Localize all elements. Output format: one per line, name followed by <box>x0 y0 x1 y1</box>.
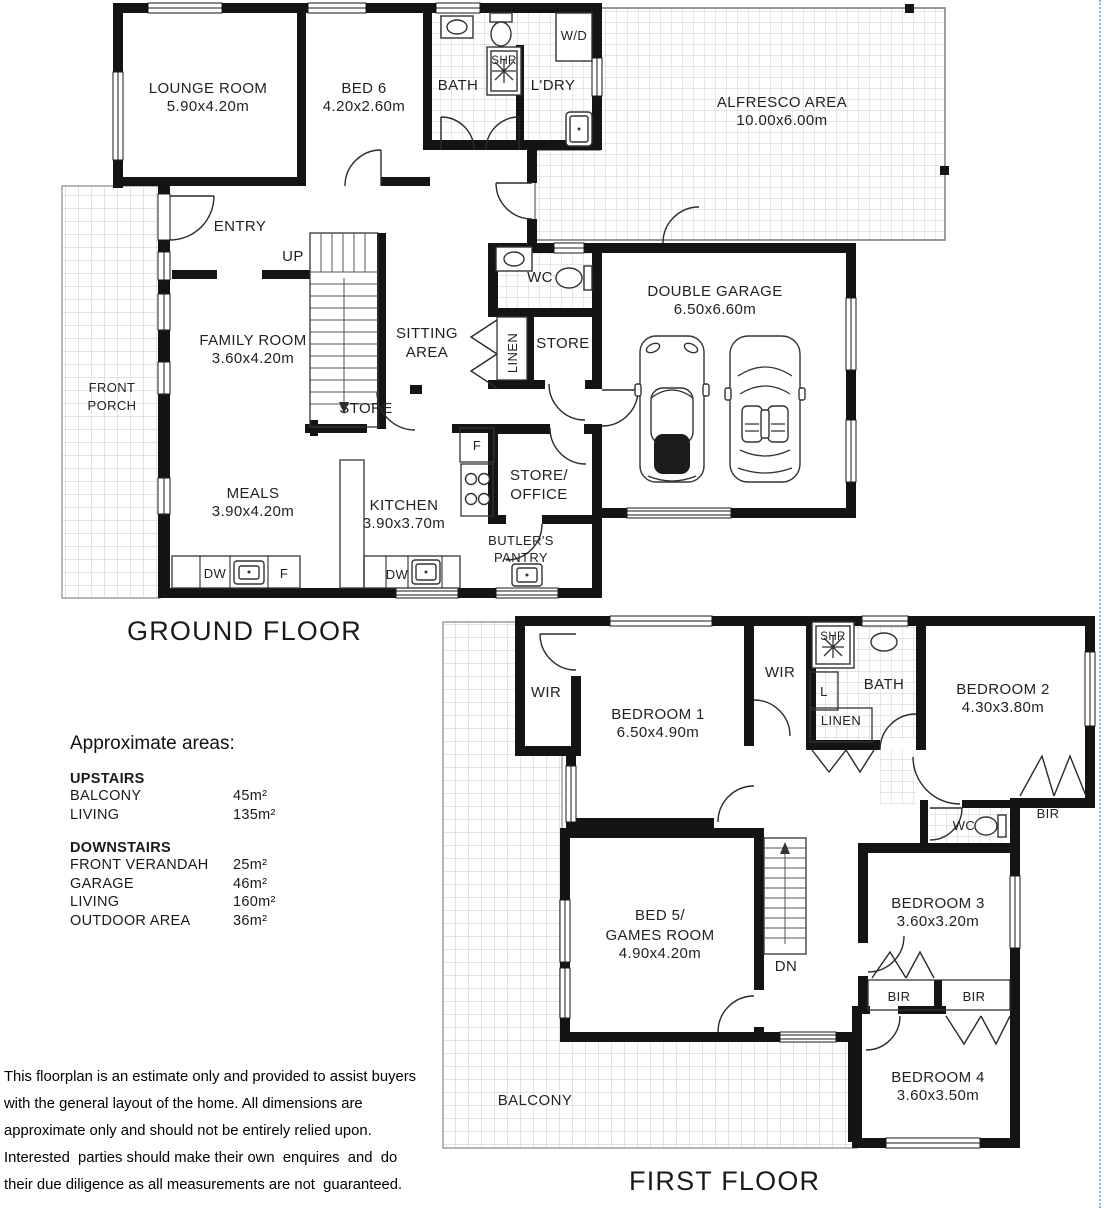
room-label-kitchen: KITCHEN <box>369 497 439 514</box>
first-floor-plan <box>443 616 1095 1148</box>
room-label-wd: W/D <box>560 28 588 43</box>
room-label-ff-linen: LINEN <box>820 713 862 728</box>
label-dn: DN <box>774 958 798 975</box>
room-label-entry: ENTRY <box>213 218 267 235</box>
room-label-ff-l: L <box>820 684 828 699</box>
room-label-lounge: LOUNGE ROOM <box>148 80 268 97</box>
room-dims-bedroom2: 4.30x3.80m <box>961 699 1045 716</box>
page-edge-marker <box>1099 0 1101 1208</box>
areas-title: Approximate areas: <box>70 733 235 754</box>
room-label-bedroom1: BEDROOM 1 <box>611 706 705 723</box>
area-value: 46m² <box>233 875 268 892</box>
room-label-balcony: BALCONY <box>497 1092 573 1109</box>
area-value: 36m² <box>233 912 268 929</box>
area-value: 135m² <box>233 806 276 823</box>
room-label-store-office-2: OFFICE <box>510 486 568 503</box>
disclaimer-line: This floorplan is an estimate only and provided to assist buyers <box>4 1069 417 1085</box>
area-value: 45m² <box>233 788 268 804</box>
areas-row <box>70 893 370 912</box>
room-label-store-office-1: STORE/ <box>510 467 568 484</box>
room-label-family: FAMILY ROOM <box>199 332 307 349</box>
room-dims-bed6: 4.20x2.60m <box>322 98 406 115</box>
disclaimer-line: Interested parties should make their own enquires and do <box>4 1150 398 1166</box>
ground-floor-title: GROUND FLOOR <box>127 616 362 646</box>
label-bir-bed2: BIR <box>1036 806 1060 821</box>
label-up: UP <box>282 248 304 265</box>
room-label-ff-shr: SHR <box>820 631 846 643</box>
room-label-bed5-1: BED 5/ <box>635 907 685 924</box>
room-label-bedroom4: BEDROOM 4 <box>891 1069 985 1086</box>
label-dw-meals: DW <box>203 566 227 581</box>
room-label-porch-1: FRONT <box>88 380 136 395</box>
room-dims-bedroom1: 6.50x4.90m <box>616 724 700 741</box>
label-f-meals: F <box>279 566 289 581</box>
room-dims-kitchen: 3.90x3.70m <box>362 515 446 532</box>
areas-heading-downstairs: DOWNSTAIRS <box>70 840 172 856</box>
room-label-ff-wc: WC <box>952 818 976 833</box>
ff-stairs <box>764 838 806 954</box>
label-bir-right: BIR <box>962 989 986 1004</box>
room-label-sitting-2: AREA <box>405 344 449 361</box>
area-value: 25m² <box>233 857 268 873</box>
room-label-ldry: L'DRY <box>530 77 576 94</box>
area-label: OUTDOOR AREA <box>70 912 191 929</box>
room-dims-bed5: 4.90x4.20m <box>618 945 702 962</box>
room-label-linen: LINEN <box>505 332 520 374</box>
disclaimer-line: with the general layout of the home. All dimensions are <box>4 1096 363 1112</box>
room-label-bath: BATH <box>437 77 479 94</box>
room-label-alfresco: ALFRESCO AREA <box>716 94 848 111</box>
areas-row <box>70 875 370 894</box>
room-label-wir-left: WIR <box>530 684 562 701</box>
gf-cars <box>635 336 805 482</box>
ground-floor-plan <box>62 3 949 598</box>
room-dims-bedroom4: 3.60x3.50m <box>896 1087 980 1104</box>
areas-row <box>70 806 370 825</box>
room-label-bedroom2: BEDROOM 2 <box>956 681 1050 698</box>
room-label-bed5-2: GAMES ROOM <box>605 927 715 944</box>
areas-row <box>70 787 370 806</box>
areas-heading-upstairs: UPSTAIRS <box>70 771 145 787</box>
room-label-sitting-1: SITTING <box>396 325 458 342</box>
room-label-garage: DOUBLE GARAGE <box>647 283 783 300</box>
areas-row <box>70 912 370 931</box>
area-label: BALCONY <box>70 788 142 804</box>
room-dims-bedroom3: 3.60x3.20m <box>896 913 980 930</box>
room-dims-garage: 6.50x6.60m <box>673 301 757 318</box>
room-dims-meals: 3.90x4.20m <box>211 503 295 520</box>
areas-row <box>70 856 370 875</box>
disclaimer-line: their due diligence as all measurements are not guaranteed. <box>4 1177 403 1193</box>
first-floor-title: FIRST FLOOR <box>629 1166 821 1196</box>
area-label: FRONT VERANDAH <box>70 857 209 873</box>
room-label-bed6: BED 6 <box>341 80 387 97</box>
room-label-porch-2: PORCH <box>87 398 137 413</box>
room-label-shr: SHR <box>491 55 517 67</box>
room-label-butlers-2: PANTRY <box>494 550 548 565</box>
room-label-bedroom3: BEDROOM 3 <box>891 895 985 912</box>
disclaimer-text <box>4 1064 444 1199</box>
area-label: LIVING <box>70 894 120 910</box>
room-label-meals: MEALS <box>226 485 280 502</box>
room-label-butlers-1: BUTLER'S <box>488 533 554 548</box>
room-label-store-stairs: STORE <box>339 400 393 417</box>
label-dw-kitchen: DW <box>385 567 409 582</box>
area-label: LIVING <box>70 806 120 823</box>
room-label-ff-bath: BATH <box>863 676 905 693</box>
room-label-store-hall: STORE <box>536 335 590 352</box>
room-dims-lounge: 5.90x4.20m <box>166 98 250 115</box>
label-bir-left: BIR <box>887 989 911 1004</box>
approximate-areas <box>70 733 370 930</box>
room-dims-alfresco: 10.00x6.00m <box>736 112 828 129</box>
disclaimer-line: approximate only and should not be entirely relied upon. <box>4 1123 372 1139</box>
gf-stairs <box>310 233 378 427</box>
room-label-wir-right: WIR <box>764 664 796 681</box>
area-value: 160m² <box>233 894 276 910</box>
area-label: GARAGE <box>70 875 134 892</box>
room-label-wc: WC <box>527 269 553 286</box>
label-f-kitchen: F <box>472 438 482 453</box>
room-dims-family: 3.60x4.20m <box>211 350 295 367</box>
